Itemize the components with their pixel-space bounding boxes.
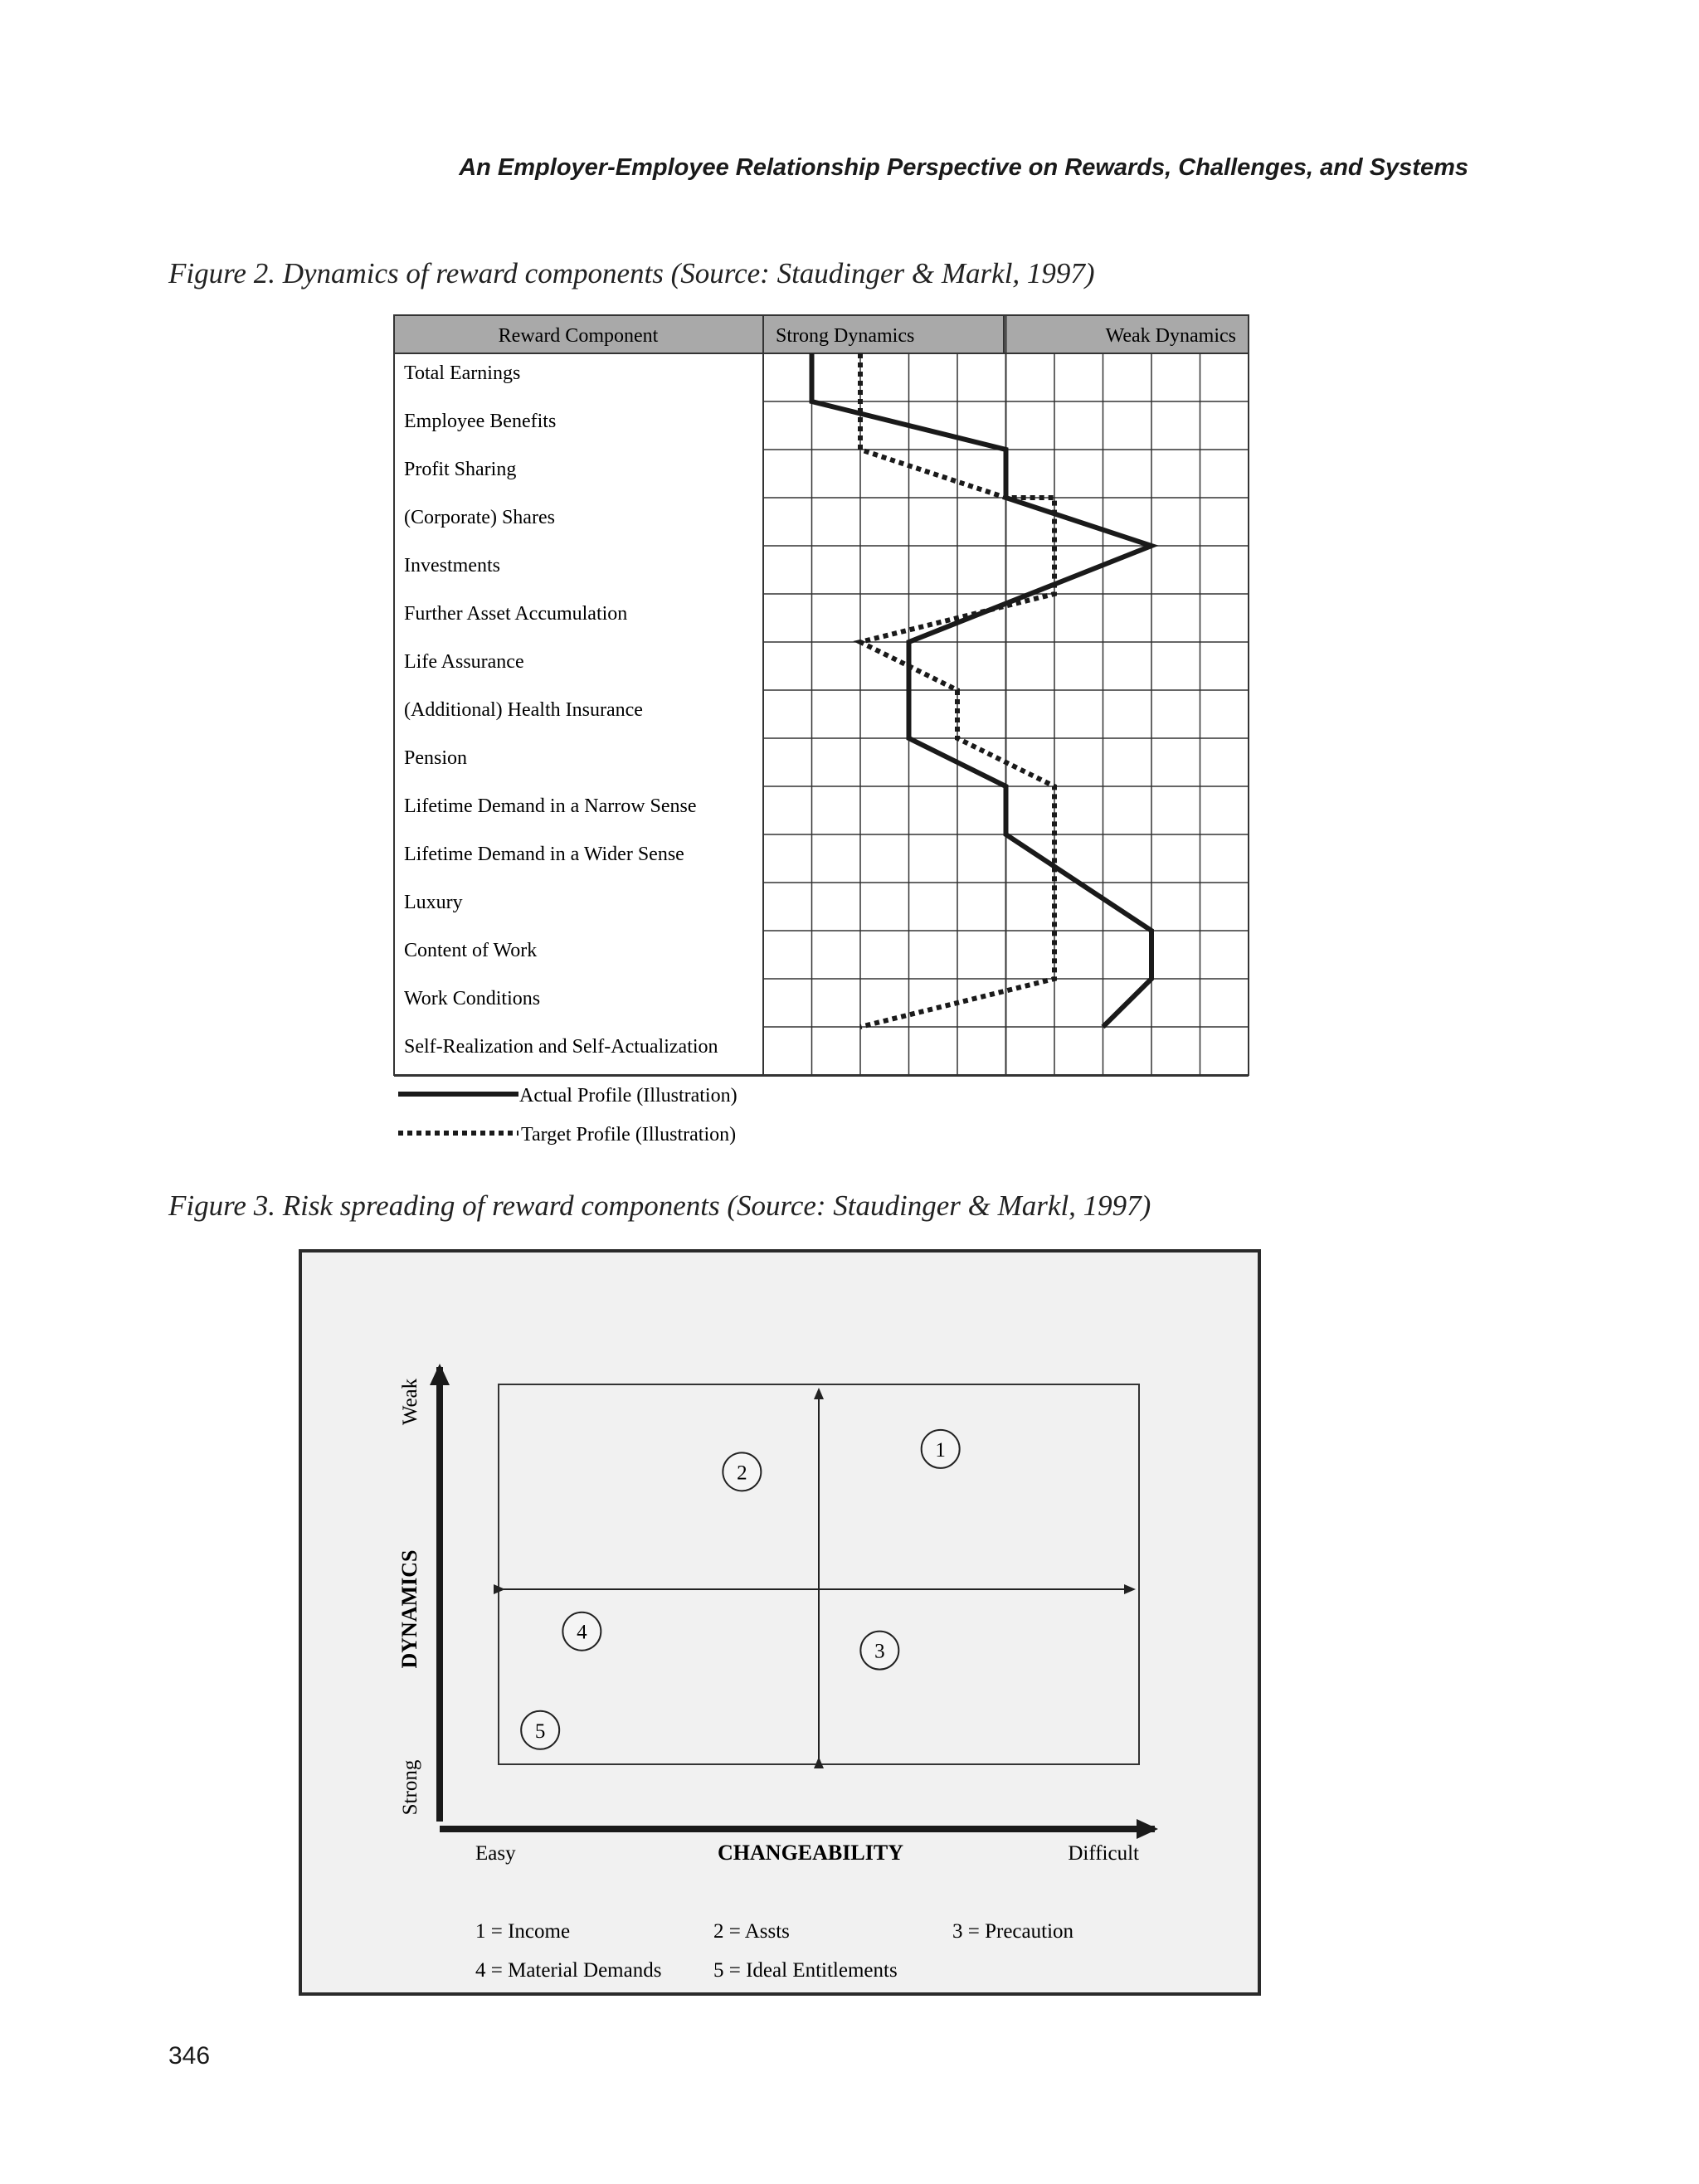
table-row-label: Work Conditions [404,988,541,1009]
legend-entry: 4 = Material Demands [475,1959,662,1982]
table-row-label: Investments [404,555,500,576]
y-axis-bottom-label: Strong [399,1759,421,1816]
x-axis-right-label: Difficult [1068,1842,1139,1865]
point-label-1: 1 [935,1438,946,1462]
figure-3-frame [300,1251,1259,1994]
x-axis-left-label: Easy [475,1842,516,1865]
x-axis-title: CHANGEABILITY [718,1841,903,1865]
header-reward-component: Reward Component [498,325,659,347]
legend-actual-label: Actual Profile (Illustration) [519,1085,738,1107]
header-strong-dynamics: Strong Dynamics [776,325,915,347]
legend-entry: 1 = Income [475,1920,571,1943]
table-row-label: Lifetime Demand in a Narrow Sense [404,795,697,817]
running-header: An Employer-Employee Relationship Perspective on Rewards, Challenges, and Systems [459,154,1468,181]
point-label-4: 4 [577,1621,587,1644]
legend-entry: 3 = Precaution [952,1920,1074,1943]
y-axis-title: DYNAMICS [397,1549,421,1669]
legend-entry: 5 = Ideal Entitlements [713,1959,898,1982]
table-row-label: Employee Benefits [404,411,557,432]
point-label-5: 5 [534,1719,546,1743]
table-row-label: Total Earnings [404,362,521,384]
table-row-label: Lifetime Demand in a Wider Sense [404,844,684,865]
legend-entry: 2 = Assts [713,1920,790,1943]
legend-target-label: Target Profile (Illustration) [521,1124,737,1146]
table-row-label: Self-Realization and Self-Actualization [404,1036,718,1058]
table-row-label: Profit Sharing [404,459,517,480]
table-row-label: Life Assurance [404,651,524,673]
table-row-label: Pension [404,747,468,769]
table-row-label: Further Asset Accumulation [404,603,628,625]
table-row-label: (Additional) Health Insurance [404,699,643,721]
header-weak-dynamics: Weak Dynamics [1105,325,1236,347]
figure-3-caption: Figure 3. Risk spreading of reward components (Source: Staudinger & Markl, 1997) [168,1189,1151,1222]
table-row-label: Luxury [404,892,463,913]
point-label-3: 3 [874,1640,885,1663]
y-axis-top-label: Weak [399,1378,421,1426]
figure-2-caption: Figure 2. Dynamics of reward components (Source: Staudinger & Markl, 1997) [168,257,1095,289]
point-label-2: 2 [737,1462,747,1485]
page-number: 346 [168,2042,211,2070]
table-row-label: (Corporate) Shares [404,507,555,528]
table-row-label: Content of Work [404,940,538,961]
